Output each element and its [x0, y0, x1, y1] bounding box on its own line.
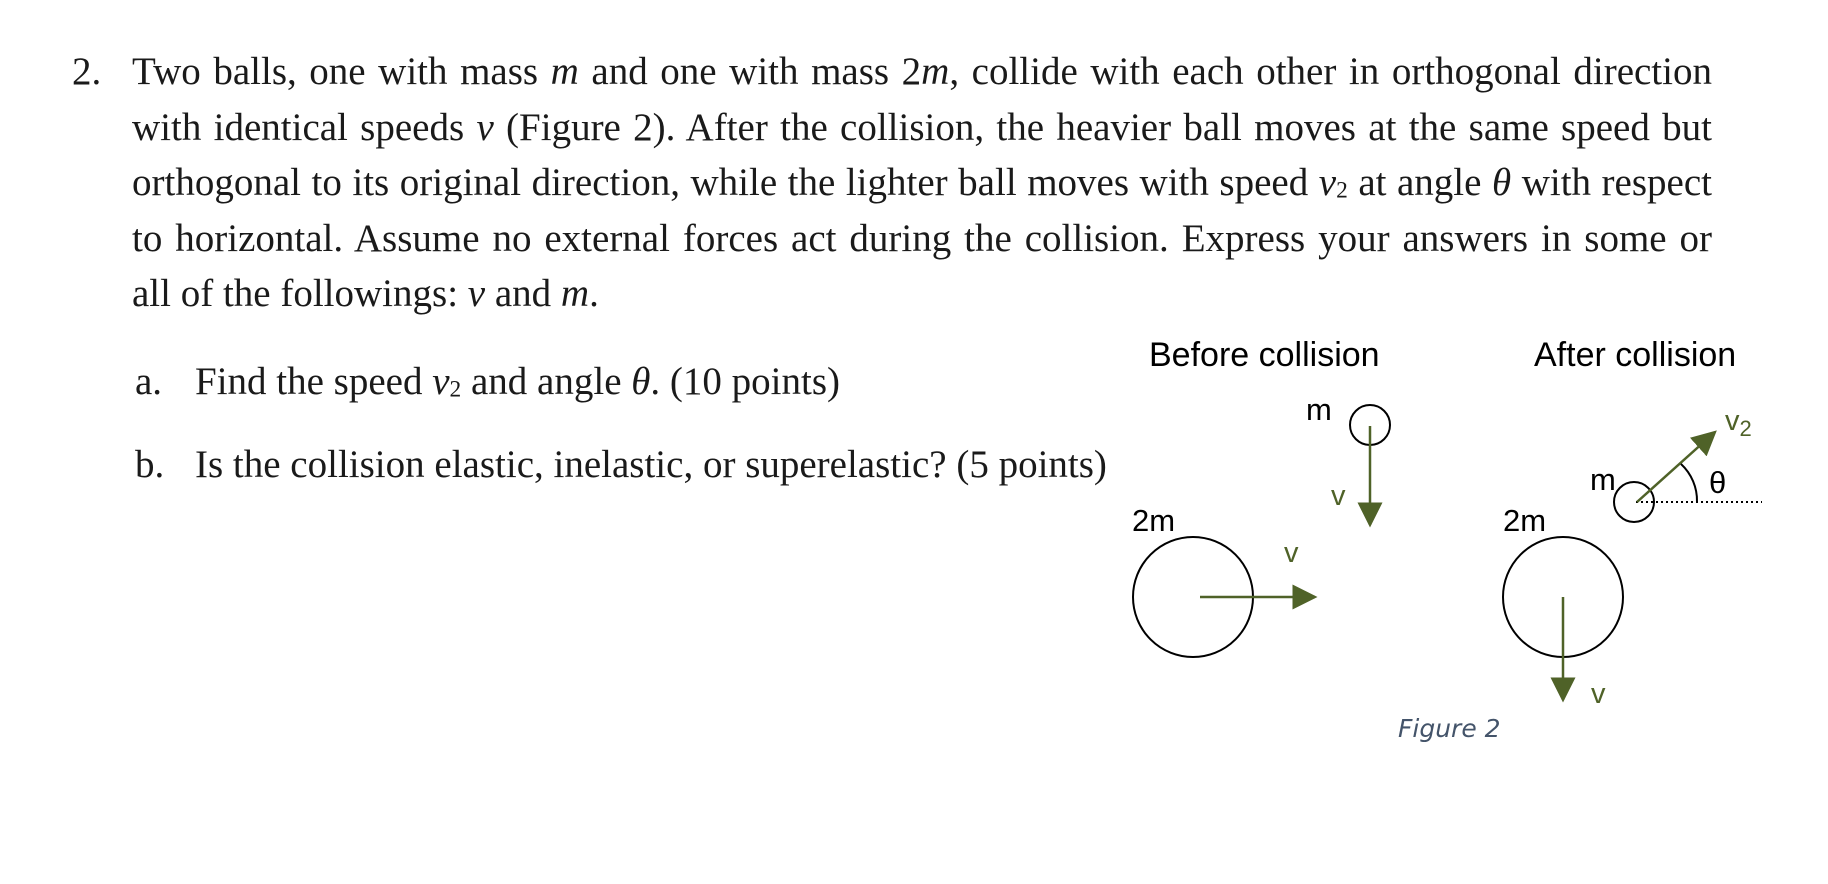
- math-variable: v: [1318, 161, 1337, 204]
- after-label-v2-subscript: 2: [1739, 416, 1752, 441]
- after-label-v2-base: v: [1725, 405, 1740, 437]
- problem-stem: [132, 44, 1712, 322]
- math-variable: θ: [1491, 161, 1512, 204]
- subscript: 2: [1336, 177, 1348, 204]
- before-label-m: m: [1306, 392, 1332, 427]
- before-label-v-large: v: [1284, 537, 1299, 569]
- text-run: and one with mass 2: [578, 50, 922, 93]
- part-a-letter: a.: [135, 360, 163, 403]
- part-a-text: [195, 358, 840, 406]
- before-label-v-small: v: [1331, 480, 1346, 512]
- text-run: and angle: [461, 360, 632, 403]
- text-run: (Figure 2). After the collision, the heavier ball moves at the same speed but orthogonal to its original direction, while the lighter ball moves with speed: [132, 105, 1712, 204]
- part-b: [135, 441, 1135, 489]
- after-small-ball-velocity-arrow: [1637, 432, 1715, 502]
- after-label-m: m: [1590, 462, 1616, 497]
- text-run: at angle: [1347, 161, 1492, 204]
- part-b-letter: b.: [135, 443, 165, 486]
- before-collision-title: Before collision: [1149, 336, 1380, 374]
- part-a: [135, 358, 1135, 406]
- figure-2-diagram: [1080, 320, 1780, 760]
- after-label-v-large: v: [1591, 678, 1606, 710]
- text-run: and: [485, 272, 561, 315]
- math-variable: v: [476, 105, 494, 149]
- after-label-theta: θ: [1709, 465, 1727, 500]
- text-run: Find the speed: [195, 360, 433, 403]
- math-variable: v: [432, 360, 450, 403]
- subscript: 2: [449, 376, 462, 403]
- after-label-2m: 2m: [1503, 503, 1547, 538]
- text-run: Is the collision elastic, inelastic, or superelastic? (5 points): [195, 443, 1107, 486]
- after-label-v2: [1725, 405, 1752, 441]
- math-variable: v: [467, 272, 486, 315]
- after-collision-title: After collision: [1534, 336, 1737, 374]
- before-label-2m: 2m: [1132, 503, 1176, 538]
- figure-caption: Figure 2: [1398, 714, 1501, 743]
- math-variable: θ: [631, 360, 651, 403]
- text-run: .: [589, 272, 599, 315]
- text-run: , collide with each other in orthogonal direction with identical speeds: [132, 50, 1712, 149]
- theta-angle-arc: [1681, 464, 1697, 502]
- text-run: . (10 points): [650, 360, 840, 403]
- text-run: Two balls, one with mass: [132, 50, 551, 93]
- math-variable: m: [550, 50, 579, 93]
- math-variable: m: [921, 50, 950, 93]
- part-b-text: [195, 441, 1107, 489]
- text-run: with respect to horizontal. Assume no external forces act during the collision. Express your answers in some or all of the followings:: [132, 161, 1712, 315]
- problem-number: 2.: [72, 50, 102, 93]
- math-variable: m: [560, 272, 590, 315]
